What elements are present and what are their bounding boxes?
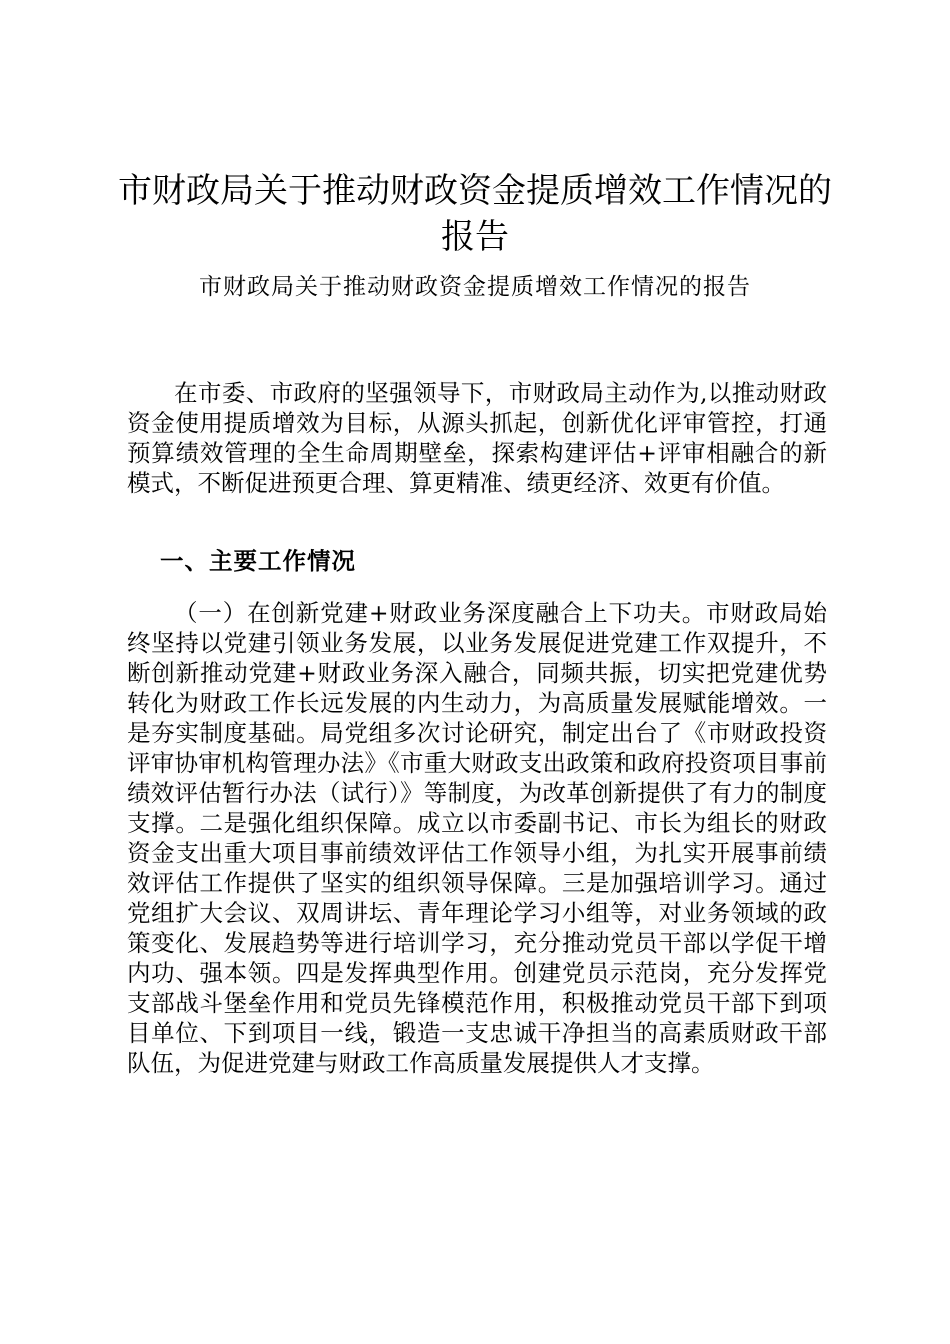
section-heading: 一、主要工作情况 xyxy=(160,547,356,575)
intro-paragraph: 在市委、市政府的坚强领导下，市财政局主动作为,以推动财政资金使用提质增效为目标，从源头抓起，创新优化评审管控，打通预算绩效管理的全生命周期壁垒，探索构建评估+评审相融合的新模式，不断促进预更合理、算更精准、绩更经济、效更有价值。 xyxy=(127,379,827,497)
document-title: 市财政局关于推动财政资金提质增效工作情况的报告 xyxy=(118,171,832,257)
document-subtitle: 市财政局关于推动财政资金提质增效工作情况的报告 xyxy=(199,274,751,300)
section-paragraph: （一）在创新党建+财政业务深度融合上下功夫。市财政局始终坚持以党建引领业务发展，以业务发展促进党建工作双提升，不断创新推动党建+财政业务深入融合，同频共振，切实把党建优势转化为财政工作长远发展的内生动力，为高质量发展赋能增效。一是夯实制度基础。局党组多次讨论研究，制定出台了《市财政投资评审协审机构管理办法》《市重大财政支出政策和政府投资项目事前绩效评估暂行办法（试行）》等制度，为改革创新提供了有力的制度支撑。二是强化组织保障。成立以市委副书记、市长为组长的财政资金支出重大项目事前绩效评估工作领导小组，为扎实开展事前绩效评估工作提供了坚实的组织领导保障。三是加强培训学习。通过党组扩大会议、双周讲坛、青年理论学习小组等，对业务领域的政策变化、发展趋势等进行培训学习，充分推动党员干部以学促干增内功、强本领。四是发挥典型作用。创建党员示范岗，充分发挥党支部战斗堡垒作用和党员先锋模范作用，积极推动党员干部下到项目单位、下到项目一线，锻造一支忠诚干净担当的高素质财政干部队伍，为促进党建与财政工作高质量发展提供人才支撑。 xyxy=(127,599,827,1077)
